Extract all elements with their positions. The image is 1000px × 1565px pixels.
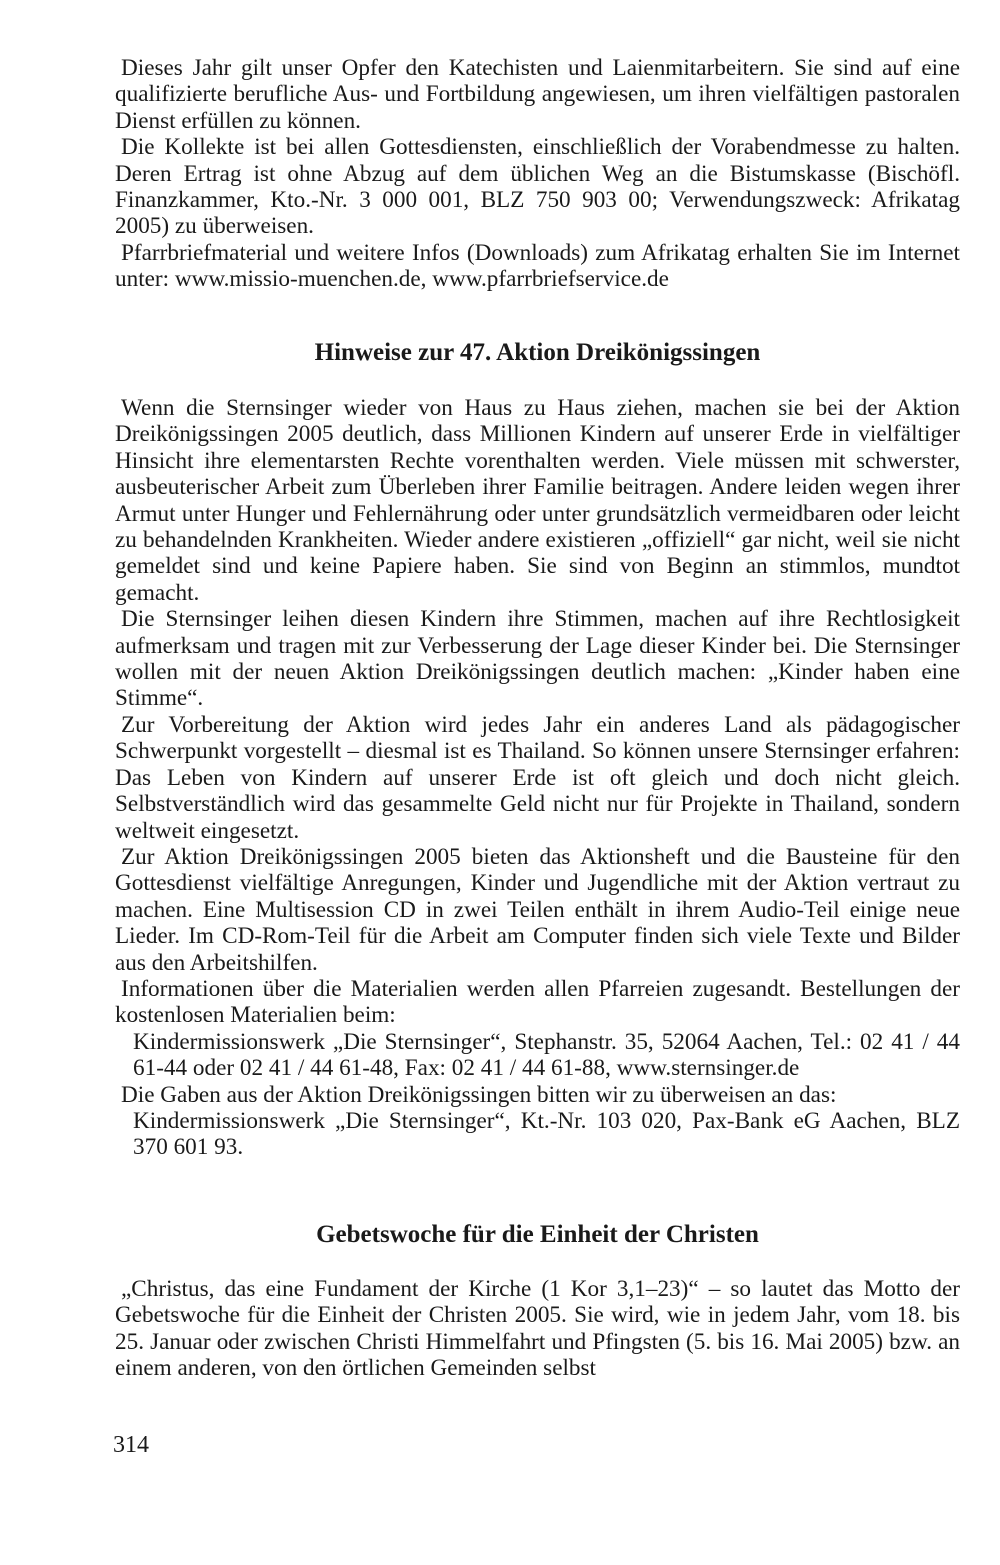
paragraph: Die Kollekte ist bei allen Gottesdiensten, einschließlich der Vorabendmesse zu halten. Deren Ertrag ist ohne Abzug auf dem üblichen Weg an die Bistumskasse (Bischöfl. Finanzkammer, Kto.-Nr. 3 000 001, BLZ 750 903 00; Verwendungszweck: Afrikatag 2005) zu überweisen. — [115, 134, 960, 240]
paragraph: Pfarrbriefmaterial und weitere Infos (Downloads) zum Afrikatag erhalten Sie im Internet unter: www.missio-muenchen.de, www.pfarrbriefservice.de — [115, 239, 960, 293]
paragraph: Informationen über die Materialien werden allen Pfarreien zugesandt. Bestellungen der kostenlosen Materialien beim: — [115, 975, 960, 1029]
section-heading: Gebetswoche für die Einheit der Christen — [316, 1221, 759, 1248]
section-heading: Hinweise zur 47. Aktion Dreikönigssingen — [314, 339, 761, 366]
paragraph: Zur Vorbereitung der Aktion wird jedes Jahr ein anderes Land als pädagogischer Schwerpunkt vorgestellt – diesmal ist es Thailand. So können unsere Sternsinger erfahren: Das Leben von Kindern auf unserer Erde ist oft gleich und doch nicht gleich. Selbstverständlich wird das gesammelte Geld nicht nur für Projekte in Thailand, sondern weltweit eingesetzt. — [115, 711, 960, 844]
paragraph: Zur Aktion Dreikönigssingen 2005 bieten das Aktionsheft und die Bausteine für den Gottesdienst vielfältige Anregungen, Kinder und Jugendliche mit der Aktion vertraut zu machen. Eine Multisession CD in zwei Teilen enthält in ihrem Audio-Teil einige neue Lieder. Im CD-Rom-Teil für die Arbeit am Computer finden sich viele Texte und Bilder aus den Arbeitshilfen. — [115, 843, 960, 976]
paragraph: Die Gaben aus der Aktion Dreikönigssingen bitten wir zu überweisen an das: — [121, 1081, 837, 1108]
section-dreikoenigssingen-body — [115, 395, 960, 1161]
page-number: 314 — [113, 1432, 149, 1458]
paragraph: Dieses Jahr gilt unser Opfer den Katechisten und Laienmitarbeitern. Sie sind auf eine qualifizierte berufliche Aus- und Fortbildung angewiesen, um ihren vielfältigen pastoralen Dienst erfüllen zu können. — [115, 55, 960, 134]
section-gebetswoche-body — [115, 1276, 960, 1382]
address-block: Kindermissionswerk „Die Sternsinger“, Stephanstr. 35, 52064 Aachen, Tel.: 02 41 / 44 61-44 oder 02 41 / 44 61-48, Fax: 02 41 / 44 61-88, www.sternsinger.de — [133, 1028, 960, 1082]
paragraph: „Christus, das eine Fundament der Kirche (1 Kor 3,1–23)“ – so lautet das Motto der Gebetswoche für die Einheit der Christen 2005. Sie wird, wie in jedem Jahr, vom 18. bis 25. Januar oder zwischen Christi Himmelfahrt und Pfingsten (5. bis 16. Mai 2005) bzw. an einem anderen, von den örtlichen Gemeinden selbst — [115, 1276, 960, 1382]
paragraph: Die Sternsinger leihen diesen Kindern ihre Stimmen, machen auf ihre Rechtlosigkeit aufmerksam und tragen mit zur Verbesserung der Lage dieser Kinder bei. Die Sternsinger wollen mit der neuen Aktion Dreikönigssingen deutlich machen: „Kinder haben eine Stimme“. — [115, 606, 960, 712]
section-afrikatag — [115, 55, 960, 293]
bank-details: Kindermissionswerk „Die Sternsinger“, Kt.-Nr. 103 020, Pax-Bank eG Aachen, BLZ 370 601 93. — [133, 1107, 960, 1161]
section-gebetswoche — [115, 1220, 960, 1250]
paragraph: Wenn die Sternsinger wieder von Haus zu Haus ziehen, machen sie bei der Aktion Dreikönigssingen 2005 deutlich, dass Millionen Kindern auf unserer Erde in vielfältiger Hinsicht ihre elementarsten Rechte vorenthalten werden. Viele müssen mit schwerster, ausbeuterischer Arbeit zum Überleben ihrer Familie beitragen. Andere leiden wegen ihrer Armut unter Hunger und Fehlernährung oder unter grundsätzlich vermeidbaren oder leicht zu behandelnden Krankheiten. Wieder andere existieren „offiziell“ gar nicht, weil sie nicht gemeldet sind und keine Papiere haben. Sie sind von Beginn an stimmlos, mundtot gemacht. — [115, 395, 960, 606]
section-dreikoenigssingen — [115, 338, 960, 368]
